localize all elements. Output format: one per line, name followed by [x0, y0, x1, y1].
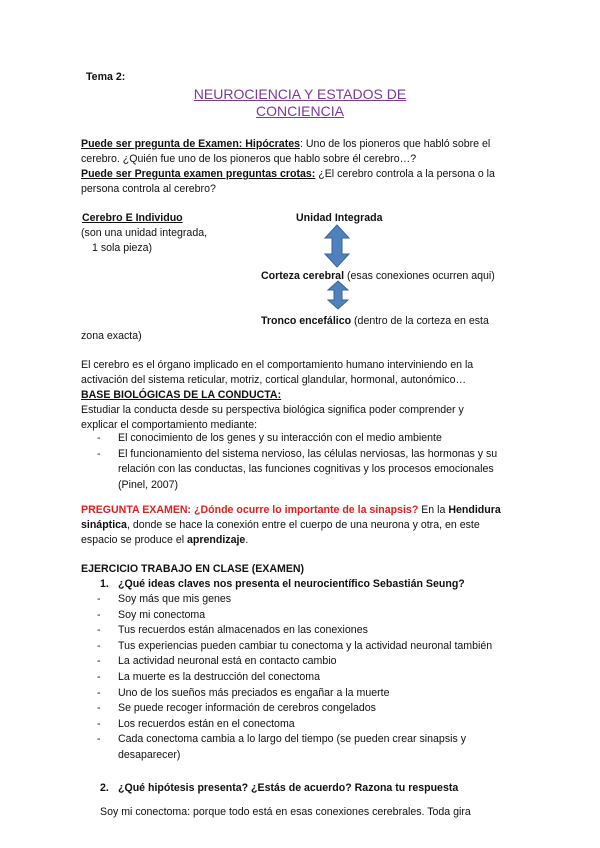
- diagram-unidad-integrada: Unidad Integrada: [296, 212, 383, 224]
- paragraph-2-line2: explicar el comportamiento mediante:: [81, 419, 258, 431]
- diagram-left-label: Cerebro E Individuo: [82, 212, 183, 224]
- ejercicio-q2: ¿Qué hipótesis presenta? ¿Estás de acuerdo? Razona tu respuesta: [118, 782, 459, 794]
- list-item: - Los recuerdos están en el conectoma: [97, 717, 492, 733]
- pregunta-question: : ¿Dónde ocurre lo importante de la sinapsis?: [187, 504, 419, 516]
- ideas-list: [97, 592, 492, 764]
- page-title-line2: CONCIENCIA: [256, 103, 344, 119]
- sinaptica: sináptica: [81, 519, 127, 531]
- hendidura: Hendidura: [448, 504, 501, 516]
- diagram-left-line3: 1 sola pieza): [92, 242, 153, 254]
- list-item: - Soy más que mis genes: [97, 592, 492, 608]
- paragraph-1-line1: El cerebro es el órgano implicado en el comportamiento humano interviniendo en la: [81, 359, 474, 371]
- base-bullet-list: [97, 431, 497, 493]
- q2-label: Puede ser Pregunta examen preguntas crotas:: [81, 168, 316, 180]
- intro-question-2-line2: persona controla al cerebro?: [81, 183, 216, 195]
- tronco-bold: Tronco encefálico: [261, 315, 352, 327]
- diagram-left-line2: (son una unidad integrada,: [81, 227, 208, 239]
- list-item: - Uno de los sueños más preciados es engañar a la muerte: [97, 686, 492, 702]
- ejercicio-q1-number: 1.: [100, 578, 109, 590]
- list-item: - El conocimiento de los genes y su interacción con el medio ambiente: [97, 431, 497, 447]
- aprendizaje: aprendizaje: [187, 534, 246, 546]
- paragraph-1-line2: activación del sistema reticular, motriz, cortical glandular, hormonal, autonómico…: [81, 374, 467, 386]
- pregunta-examen-line2: [81, 518, 480, 534]
- diagram-tronco: [261, 314, 489, 330]
- q1-text: : Uno de los pioneros que habló sobre el: [300, 138, 491, 150]
- ejercicio-heading: EJERCICIO TRABAJO EN CLASE (EXAMEN): [81, 563, 305, 575]
- diagram-tronco-line2: zona exacta): [81, 330, 142, 342]
- tema-label: Tema 2:: [86, 71, 126, 83]
- ejercicio-answer: Soy mi conectoma: porque todo está en esas conexiones cerebrales. Toda gira: [100, 806, 471, 818]
- ejercicio-q2-number: 2.: [100, 782, 109, 794]
- list-item: - Se puede recoger información de cerebros congelados: [97, 701, 492, 717]
- list-item: - La actividad neuronal está en contacto cambio: [97, 654, 492, 670]
- diagram-corteza: [261, 269, 495, 285]
- tronco-rest: (dentro de la corteza en esta: [351, 315, 489, 327]
- pregunta-examen-line3: [81, 533, 248, 549]
- list-item: - Tus recuerdos están almacenados en las conexiones: [97, 623, 492, 639]
- double-arrow-icon: [324, 224, 350, 268]
- base-biologicas-heading: BASE BIOLÓGICAS DE LA CONDUCTA:: [81, 389, 282, 401]
- pregunta-text-1: En la: [418, 504, 449, 516]
- pregunta-text-4: .: [245, 534, 249, 546]
- pregunta-label: PREGUNTA EXAMEN: [81, 504, 188, 516]
- list-item: - Cada conectoma cambia a lo largo del tiempo (se pueden crear sinapsis y desaparecer): [97, 732, 492, 763]
- list-item: - El funcionamiento del sistema nervioso, las células nerviosas, las hormonas y su relación con las conductas, las funciones cognitivas y los procesos emocionales (Pinel, 2007): [97, 447, 497, 494]
- q1-label: Puede ser pregunta de Examen: Hipócrates: [81, 138, 301, 150]
- q2-text: ¿El cerebro controla a la persona o la: [315, 168, 495, 180]
- list-item: - Tus experiencias pueden cambiar tu conectoma y la actividad neuronal también: [97, 639, 492, 655]
- ejercicio-q1: ¿Qué ideas claves nos presenta el neurocientífico Sebastián Seung?: [118, 578, 465, 590]
- paragraph-2-line1: Estudiar la conducta desde su perspectiva biológica significa poder comprender y: [81, 404, 464, 416]
- pregunta-text-2: , donde se hace la conexión entre el cuerpo de una neurona y otra, en este: [126, 519, 480, 531]
- pregunta-examen-line1: [81, 503, 501, 519]
- pregunta-text-3: espacio se produce el: [81, 534, 188, 546]
- intro-question-1: [81, 137, 490, 153]
- list-item: - Soy mi conectoma: [97, 608, 492, 624]
- double-arrow-small-icon: [327, 280, 349, 310]
- intro-question-2: [81, 167, 495, 183]
- intro-question-1-line2: cerebro. ¿Quién fue uno de los pioneros que hablo sobre él cerebro…?: [81, 153, 417, 165]
- page-title-line1: NEUROCIENCIA Y ESTADOS DE: [193, 86, 407, 102]
- corteza-rest: (esas conexiones ocurren aqui): [344, 270, 495, 282]
- list-item: - La muerte es la destrucción del conectoma: [97, 670, 492, 686]
- corteza-bold: Corteza cerebral: [261, 270, 345, 282]
